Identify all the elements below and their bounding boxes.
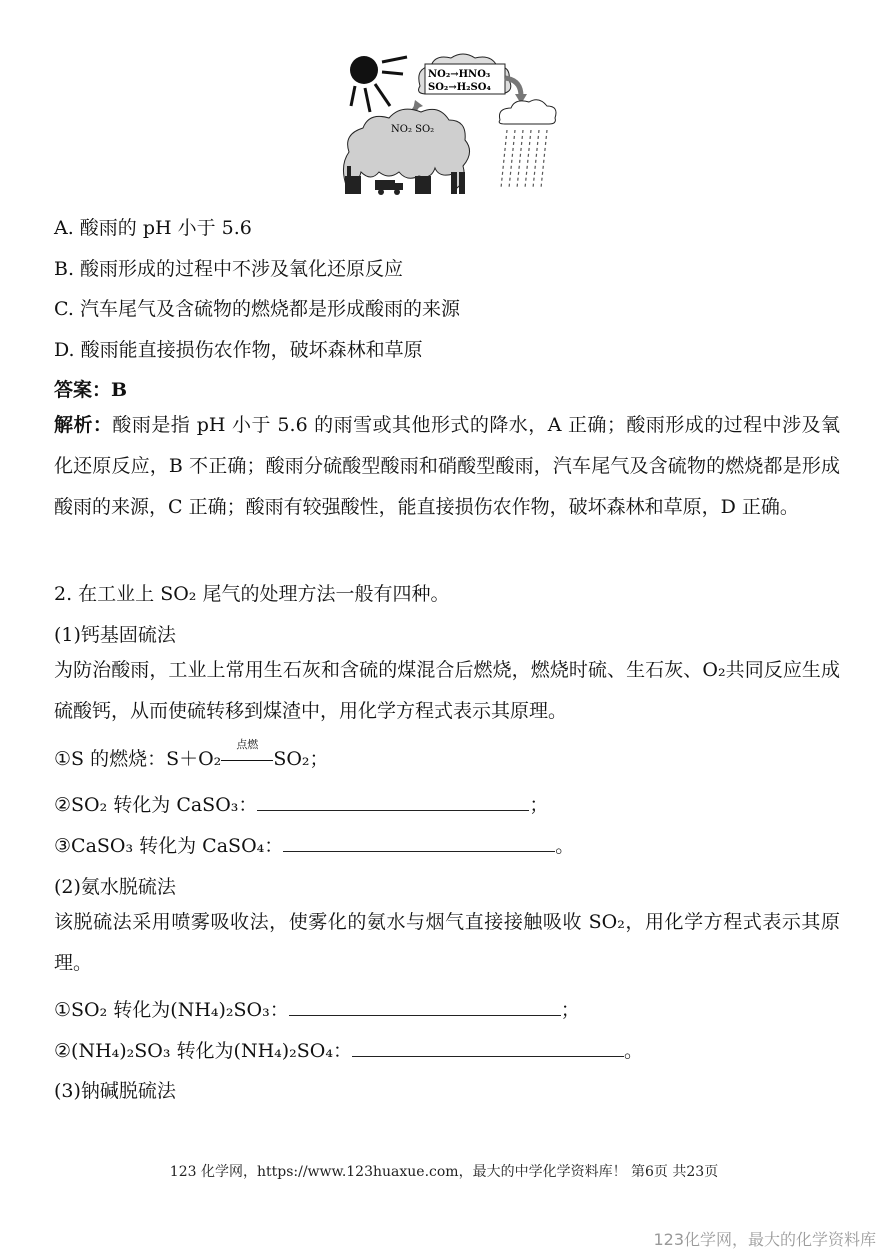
p1-item3-prefix: ③CaSO₃ 转化为 CaSO₄： xyxy=(54,835,284,857)
cloud-label: NO₂ SO₂ xyxy=(391,124,435,135)
p1-item2-prefix: ②SO₂ 转化为 CaSO₃： xyxy=(54,794,258,816)
q2-part2-title: (2)氨水脱硫法 xyxy=(54,876,176,898)
p1-item1-suffix: SO₂； xyxy=(273,748,329,770)
p2-item1 xyxy=(54,997,580,1023)
q2-part1-desc: 为防治酸雨，工业上常用生石灰和含硫的煤混合后燃烧，燃烧时硫、生石灰、O₂共同反应生成硫酸钙，从而使硫转移到煤渣中，用化学方程式表示其原理。 xyxy=(54,659,840,722)
answer-blank-1[interactable] xyxy=(257,792,529,811)
q2-part3-title: (3)钠碱脱硫法 xyxy=(54,1080,176,1102)
p1-item3 xyxy=(54,833,574,859)
building-icon xyxy=(415,176,431,194)
p2-item1-end: ； xyxy=(560,999,580,1021)
watermark: 123化学网，最大的化学资料库 xyxy=(653,1230,876,1249)
q2-part1-title: (1)钙基固硫法 xyxy=(54,624,176,646)
p1-item1 xyxy=(54,738,329,772)
p2-item2-end: 。 xyxy=(624,1040,644,1062)
answer-blank-2[interactable] xyxy=(283,833,555,852)
p2-item1-prefix: ①SO₂ 转化为(NH₄)₂SO₃： xyxy=(54,999,289,1021)
p1-item2 xyxy=(54,792,548,818)
analysis-label: 解析： xyxy=(54,414,113,436)
p2-item2 xyxy=(54,1038,643,1064)
equals-line xyxy=(221,760,273,761)
answer-value: B xyxy=(111,379,128,401)
option-d: D. 酸雨能直接损伤农作物，破坏森林和草原 xyxy=(54,339,423,361)
option-c: C. 汽车尾气及含硫物的燃烧都是形成酸雨的来源 xyxy=(54,298,460,320)
rain-icon xyxy=(501,130,547,188)
rain-cloud-shape xyxy=(499,100,556,124)
answer xyxy=(54,377,127,403)
option-a: A. 酸雨的 pH 小于 5.6 xyxy=(54,217,252,239)
smoke-cloud-shape xyxy=(343,109,469,188)
answer-label: 答案： xyxy=(54,379,112,401)
sun-icon xyxy=(350,56,378,84)
q2-part2-desc: 该脱硫法采用喷雾吸收法，使雾化的氨水与烟气直接接触吸收 SO₂，用化学方程式表示其原理。 xyxy=(54,911,840,974)
option-b: B. 酸雨形成的过程中不涉及氧化还原反应 xyxy=(54,258,404,280)
p2-item2-prefix: ②(NH₄)₂SO₃ 转化为(NH₄)₂SO₄： xyxy=(54,1040,352,1062)
reaction-condition xyxy=(221,738,273,772)
answer-blank-4[interactable] xyxy=(352,1038,624,1057)
p1-item1-prefix: ①S 的燃烧：S＋O₂ xyxy=(54,748,222,770)
page-footer: 123 化学网，https://www.123huaxue.com，最大的中学化学资料库！ 第6页 共23页 xyxy=(169,1164,719,1180)
p1-item2-end: ； xyxy=(529,794,549,816)
reaction-line2: SO₂→H₂SO₄ xyxy=(428,82,491,93)
answer-blank-3[interactable] xyxy=(289,997,561,1016)
condition-label: 点燃 xyxy=(236,738,259,751)
analysis-text: 酸雨是指 pH 小于 5.6 的雨雪或其他形式的降水，A 正确；酸雨形成的过程中涉及氧化还原反应，B 不正确；酸雨分硫酸型酸雨和硝酸型酸雨，汽车尾气及含硫物的燃烧都是形成酸雨的来源，C 正确；酸雨有较强酸性，能直接损伤农作物，破坏森林和草原，D 正确。 xyxy=(54,414,840,518)
truck-icon xyxy=(375,180,403,195)
acid-rain-figure xyxy=(335,48,560,196)
analysis xyxy=(54,405,840,528)
p1-item3-end: 。 xyxy=(555,835,575,857)
q2-title: 2. 在工业上 SO₂ 尾气的处理方法一般有四种。 xyxy=(54,583,450,605)
reaction-line1: NO₂→HNO₃ xyxy=(428,69,491,80)
